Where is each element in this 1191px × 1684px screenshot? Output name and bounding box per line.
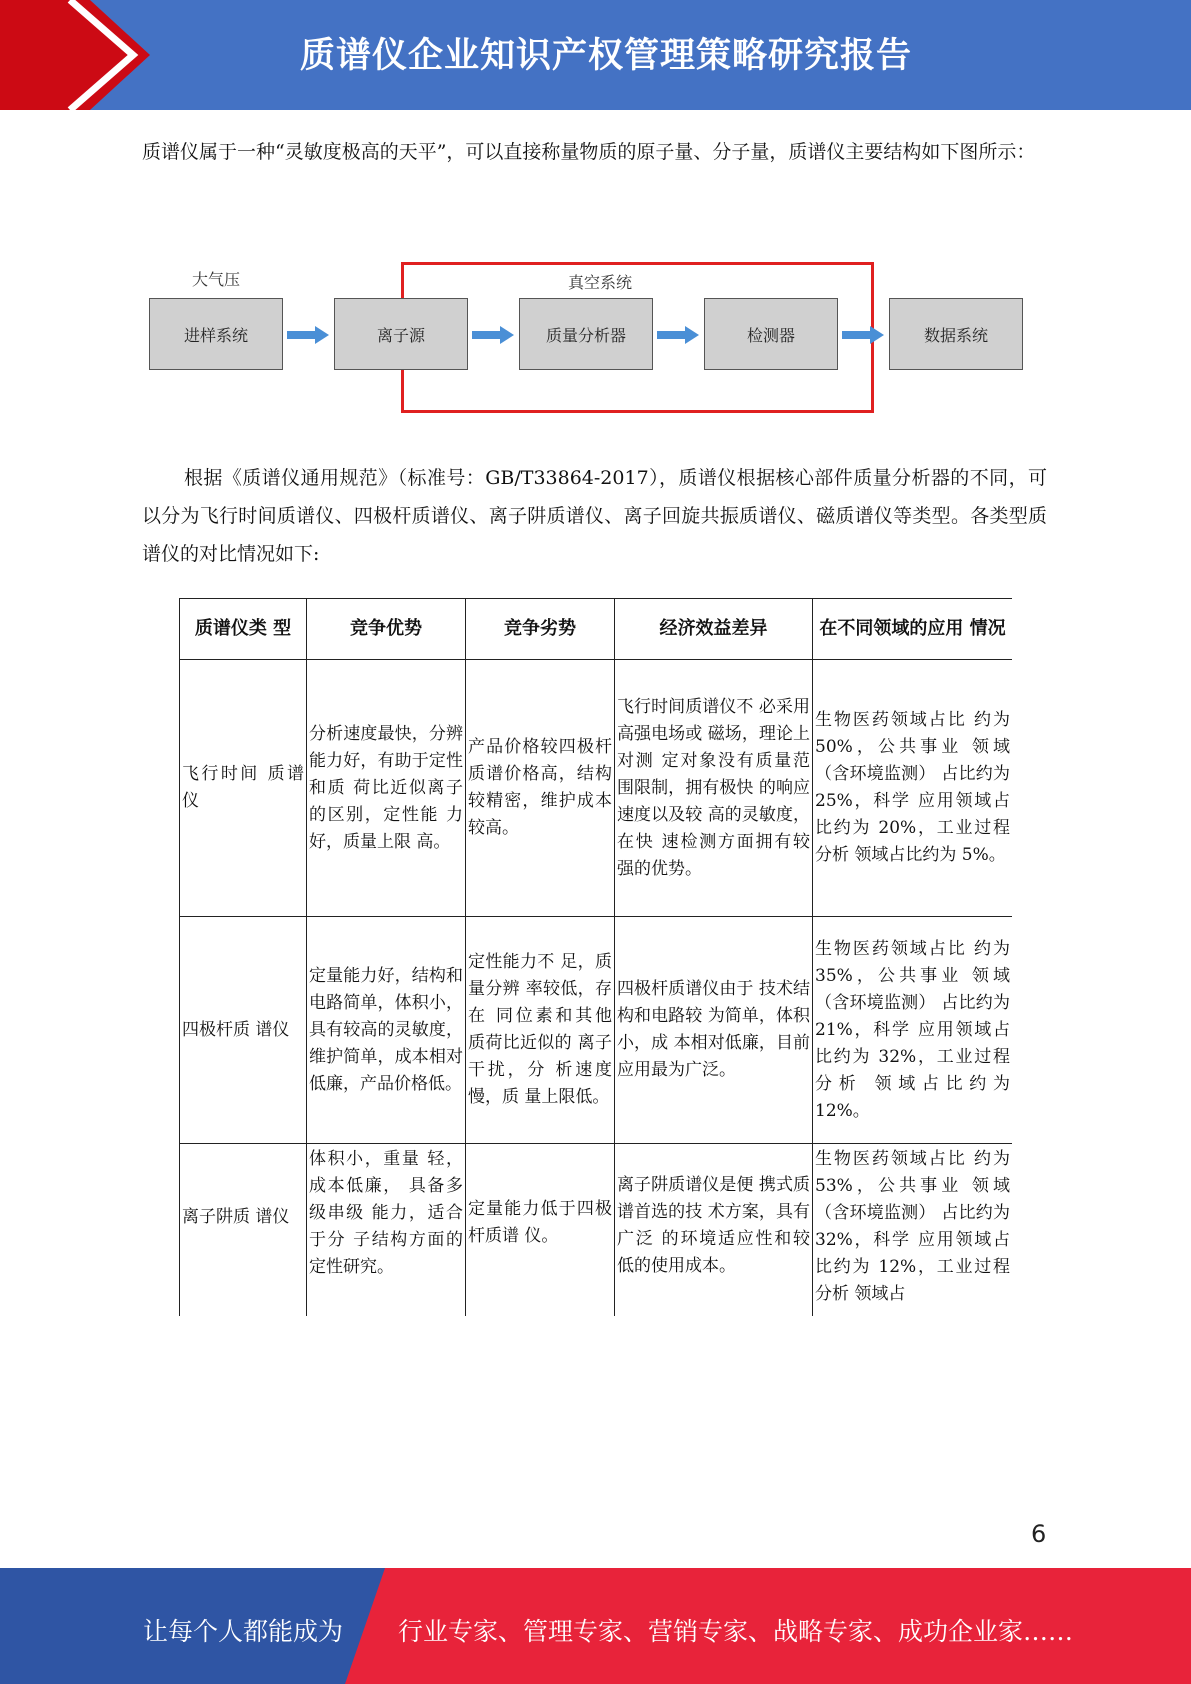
table-cell: 离子阱质谱仪是便 携式质谱首选的技 术方案，具有广泛 的环境适应性和较 低的使用成本。 bbox=[615, 1144, 813, 1317]
table-cell: 分析速度最快，分辨能力好，有助于定性和质 荷比近似离子 的区别，定性能 力好，质量上限 高。 bbox=[307, 660, 466, 917]
table-cell: 定量能力好，结构和电路简单，体积小，具有较高的灵敏度，维护简单，成本相对低廉，产品价格低。 bbox=[307, 917, 466, 1144]
table-cell-type: 飞行时间 质谱仪 bbox=[180, 660, 307, 917]
footer-slogan-left: 让每个人都能成为 bbox=[143, 1617, 344, 1646]
table-header-cell: 质谱仪类 型 bbox=[180, 599, 307, 660]
right-arrow-icon bbox=[657, 326, 699, 344]
page-number: 6 bbox=[1031, 1520, 1047, 1548]
table-row bbox=[180, 917, 1013, 1144]
page-footer bbox=[0, 1568, 1191, 1684]
footer-slogan-right: 行业专家、管理专家、营销专家、战略专家、成功企业家…… bbox=[398, 1617, 1074, 1646]
table-cell: 四极杆质谱仪由于 技术结构和电路较 为简单，体积小，成 本相对低廉，目前 应用最为广泛。 bbox=[615, 917, 813, 1144]
table-cell: 产品价格较四极杆质谱价格高，结构较精密，维护成本较高。 bbox=[466, 660, 615, 917]
vacuum-system-label: 真空系统 bbox=[568, 273, 633, 292]
table-cell: 体积小，重量 轻，成本低廉， 具备多级串级 能力，适合于分 子结构方面的 定性研究。 bbox=[307, 1144, 466, 1317]
table-cell: 生物医药领域占比 约为 35%，公共事业 领域（含环境监测） 占比约为 21%，科学 应用领域占比约为 32%，工业过程分析 领域占比约为 12%。 bbox=[813, 917, 1013, 1144]
table-cell-type: 离子阱质 谱仪 bbox=[180, 1144, 307, 1317]
atmosphere-label: 大气压 bbox=[192, 270, 241, 289]
table-header-row bbox=[180, 599, 1013, 660]
table-header-cell: 经济效益差异 bbox=[615, 599, 813, 660]
right-arrow-icon bbox=[842, 326, 884, 344]
box-mass-analyzer: 质量分析器 bbox=[519, 298, 653, 370]
header-red-chevron bbox=[0, 0, 160, 110]
table-header-cell: 竞争劣势 bbox=[466, 599, 615, 660]
table-header-cell: 在不同领域的应用 情况 bbox=[813, 599, 1013, 660]
table-header-cell: 竞争优势 bbox=[307, 599, 466, 660]
table-row bbox=[180, 660, 1013, 917]
box-detector: 检测器 bbox=[704, 298, 838, 370]
classification-paragraph: 根据《质谱仪通用规范》（标准号：GB/T33864-2017），质谱仪根据核心部件质量分析器的不同，可以分为飞行时间质谱仪、四极杆质谱仪、离子阱质谱仪、离子回旋共振质谱仪、磁质谱仪等类型。各类型质谱仪的对比情况如下: bbox=[142, 467, 1047, 565]
comparison-table bbox=[179, 598, 1012, 1316]
comparison-table-wrapper bbox=[179, 598, 1012, 1316]
table-cell: 生物医药领域占比 约为 53%，公共事业 领域（含环境监测） 占比约为 32%，科学 应用领域占比约为 12%，工业过程分析 领域占 bbox=[813, 1144, 1013, 1317]
page-header bbox=[0, 0, 1191, 110]
box-sample-inlet: 进样系统 bbox=[149, 298, 283, 370]
table-cell-type: 四极杆质 谱仪 bbox=[180, 917, 307, 1144]
intro-paragraph: 质谱仪属于一种“灵敏度极高的天平”，可以直接称量物质的原子量、分子量，质谱仪主要结构如下图所示： bbox=[142, 141, 1036, 163]
table-cell: 定性能力不 足，质量分辨 率较低，存在 同位素和其他 质荷比近似的 离子干扰，分 析速度慢，质 量上限低。 bbox=[466, 917, 615, 1144]
box-ion-source: 离子源 bbox=[334, 298, 468, 370]
right-arrow-icon bbox=[472, 326, 514, 344]
table-cell: 生物医药领域占比 约为 50%，公共事业 领域（含环境监测） 占比约为 25%，科学 应用领域占比约为 20%，工业过程分析 领域占比约为 5%。 bbox=[813, 660, 1013, 917]
report-title: 质谱仪企业知识产权管理策略研究报告 bbox=[300, 36, 913, 76]
table-row bbox=[180, 1144, 1013, 1317]
right-arrow-icon bbox=[287, 326, 329, 344]
box-data-system: 数据系统 bbox=[889, 298, 1023, 370]
table-cell: 定量能力低于四极杆质谱 仪。 bbox=[466, 1144, 615, 1317]
table-cell: 飞行时间质谱仪不 必采用高强电场或 磁场，理论上对测 定对象没有质量范 围限制，拥有极快 的响应速度以及较 高的灵敏度，在快 速检测方面拥有较 强的优势。 bbox=[615, 660, 813, 917]
mass-spectrometer-structure-diagram bbox=[140, 255, 1040, 415]
